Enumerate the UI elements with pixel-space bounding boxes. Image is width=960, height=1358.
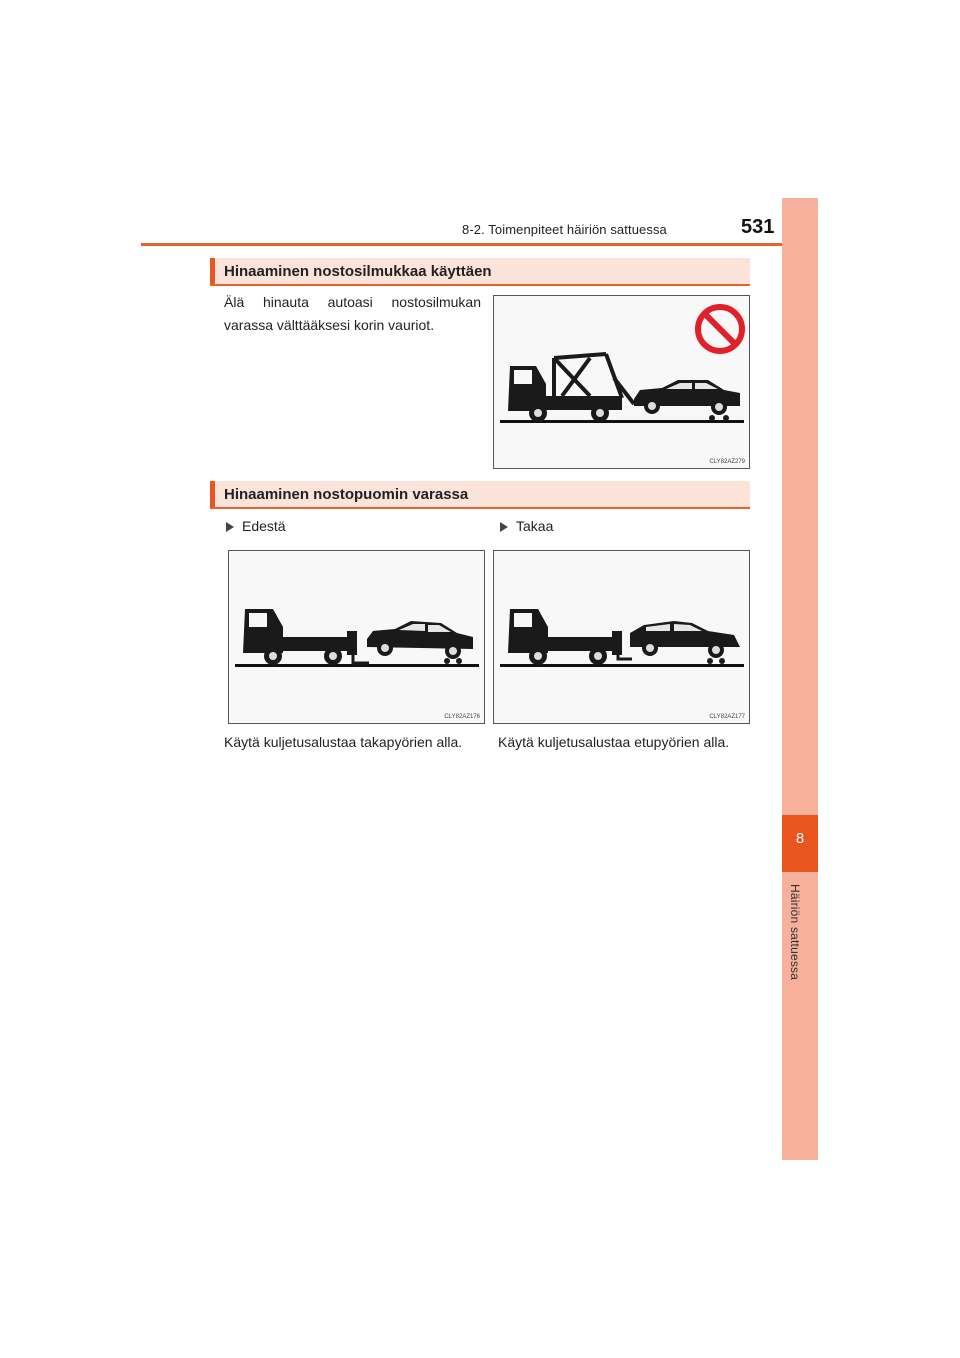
triangle-bullet-icon	[500, 522, 508, 532]
figure-tow-rear	[493, 550, 750, 724]
figure-code: CLY82AZ279	[709, 459, 745, 465]
running-header-section: 8-2. Toimenpiteet häiriön sattuessa	[462, 222, 667, 237]
figure-lifting-eye-prohibited	[493, 295, 750, 469]
section-heading-lifting-eye	[210, 258, 750, 286]
header-rule	[141, 243, 818, 246]
heading-accent-bar	[210, 258, 215, 284]
figure-code: CLY82AZ176	[444, 714, 480, 720]
subheading-front-text: Edestä	[242, 518, 286, 534]
subheading-rear-text: Takaa	[516, 518, 554, 534]
prohibition-icon	[698, 307, 742, 351]
tow-illustration-prohibited	[494, 296, 749, 468]
section-heading-text: Hinaaminen nostosilmukkaa käyttäen	[224, 263, 492, 280]
section1-paragraph	[224, 291, 481, 337]
section-heading-text: Hinaaminen nostopuomin varassa	[224, 486, 469, 503]
chapter-number: 8	[795, 830, 805, 847]
paragraph-line-1: Älä hinauta autoasi nostosilmukan	[224, 294, 481, 310]
tow-illustration-rear	[494, 551, 749, 723]
figure-tow-front	[228, 550, 485, 724]
triangle-bullet-icon	[226, 522, 234, 532]
subheading-rear	[500, 518, 553, 534]
caption-front: Käytä kuljetusalustaa takapyörien alla.	[224, 734, 463, 750]
chapter-title: Häiriön sattuessa	[788, 884, 802, 981]
section-heading-wheel-lift	[210, 481, 750, 509]
subheading-front	[226, 518, 286, 534]
heading-accent-bar	[210, 481, 215, 507]
page-number: 531	[741, 216, 775, 238]
caption-rear: Käytä kuljetusalustaa etupyörien alla.	[498, 734, 730, 750]
tow-illustration-front	[229, 551, 484, 723]
figure-code: CLY82AZ177	[709, 714, 745, 720]
chapter-tab-strip	[782, 198, 818, 1160]
paragraph-line-2: varassa välttääksesi korin vauriot.	[224, 317, 435, 333]
